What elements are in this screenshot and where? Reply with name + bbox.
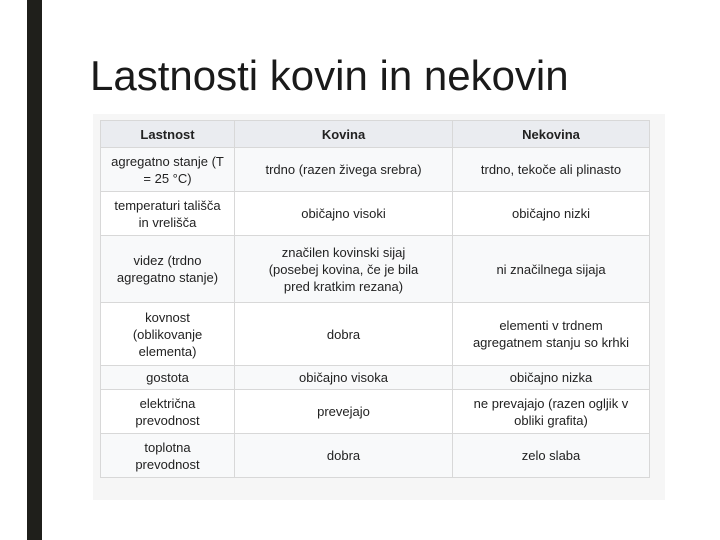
header-nonmetal: Nekovina (453, 121, 650, 148)
table-row (101, 236, 650, 303)
nonmetal-cell: zelo slaba (453, 434, 650, 478)
table-row (101, 366, 650, 390)
properties-table (100, 120, 650, 478)
metal-cell: običajno visoka (235, 366, 453, 390)
table-row (101, 148, 650, 192)
metal-cell: značilen kovinski sijaj (posebej kovina, če je bila pred kratkim rezana) (235, 236, 453, 303)
property-cell: agregatno stanje (T = 25 °C) (101, 148, 235, 192)
property-cell: električna prevodnost (101, 390, 235, 434)
slide-title: Lastnosti kovin in nekovin (90, 52, 569, 99)
metal-cell: prevejajo (235, 390, 453, 434)
property-cell: videz (trdno agregatno stanje) (101, 236, 235, 303)
table-row (101, 192, 650, 236)
metal-cell: dobra (235, 303, 453, 366)
nonmetal-cell: trdno, tekoče ali plinasto (453, 148, 650, 192)
header-property: Lastnost (101, 121, 235, 148)
table-header-row (101, 121, 650, 148)
metal-cell: običajno visoki (235, 192, 453, 236)
property-cell: kovnost (oblikovanje elementa) (101, 303, 235, 366)
nonmetal-cell: ni značilnega sijaja (453, 236, 650, 303)
metal-cell: dobra (235, 434, 453, 478)
header-metal: Kovina (235, 121, 453, 148)
table-row (101, 390, 650, 434)
nonmetal-cell: običajno nizki (453, 192, 650, 236)
nonmetal-cell: elementi v trdnem agregatnem stanju so krhki (453, 303, 650, 366)
table-row (101, 303, 650, 366)
slide-accent-bar (27, 0, 42, 540)
nonmetal-cell: ne prevajajo (razen ogljik v obliki grafita) (453, 390, 650, 434)
property-cell: gostota (101, 366, 235, 390)
property-cell: toplotna prevodnost (101, 434, 235, 478)
table-row (101, 434, 650, 478)
property-cell: temperaturi tališča in vrelišča (101, 192, 235, 236)
nonmetal-cell: običajno nizka (453, 366, 650, 390)
metal-cell: trdno (razen živega srebra) (235, 148, 453, 192)
